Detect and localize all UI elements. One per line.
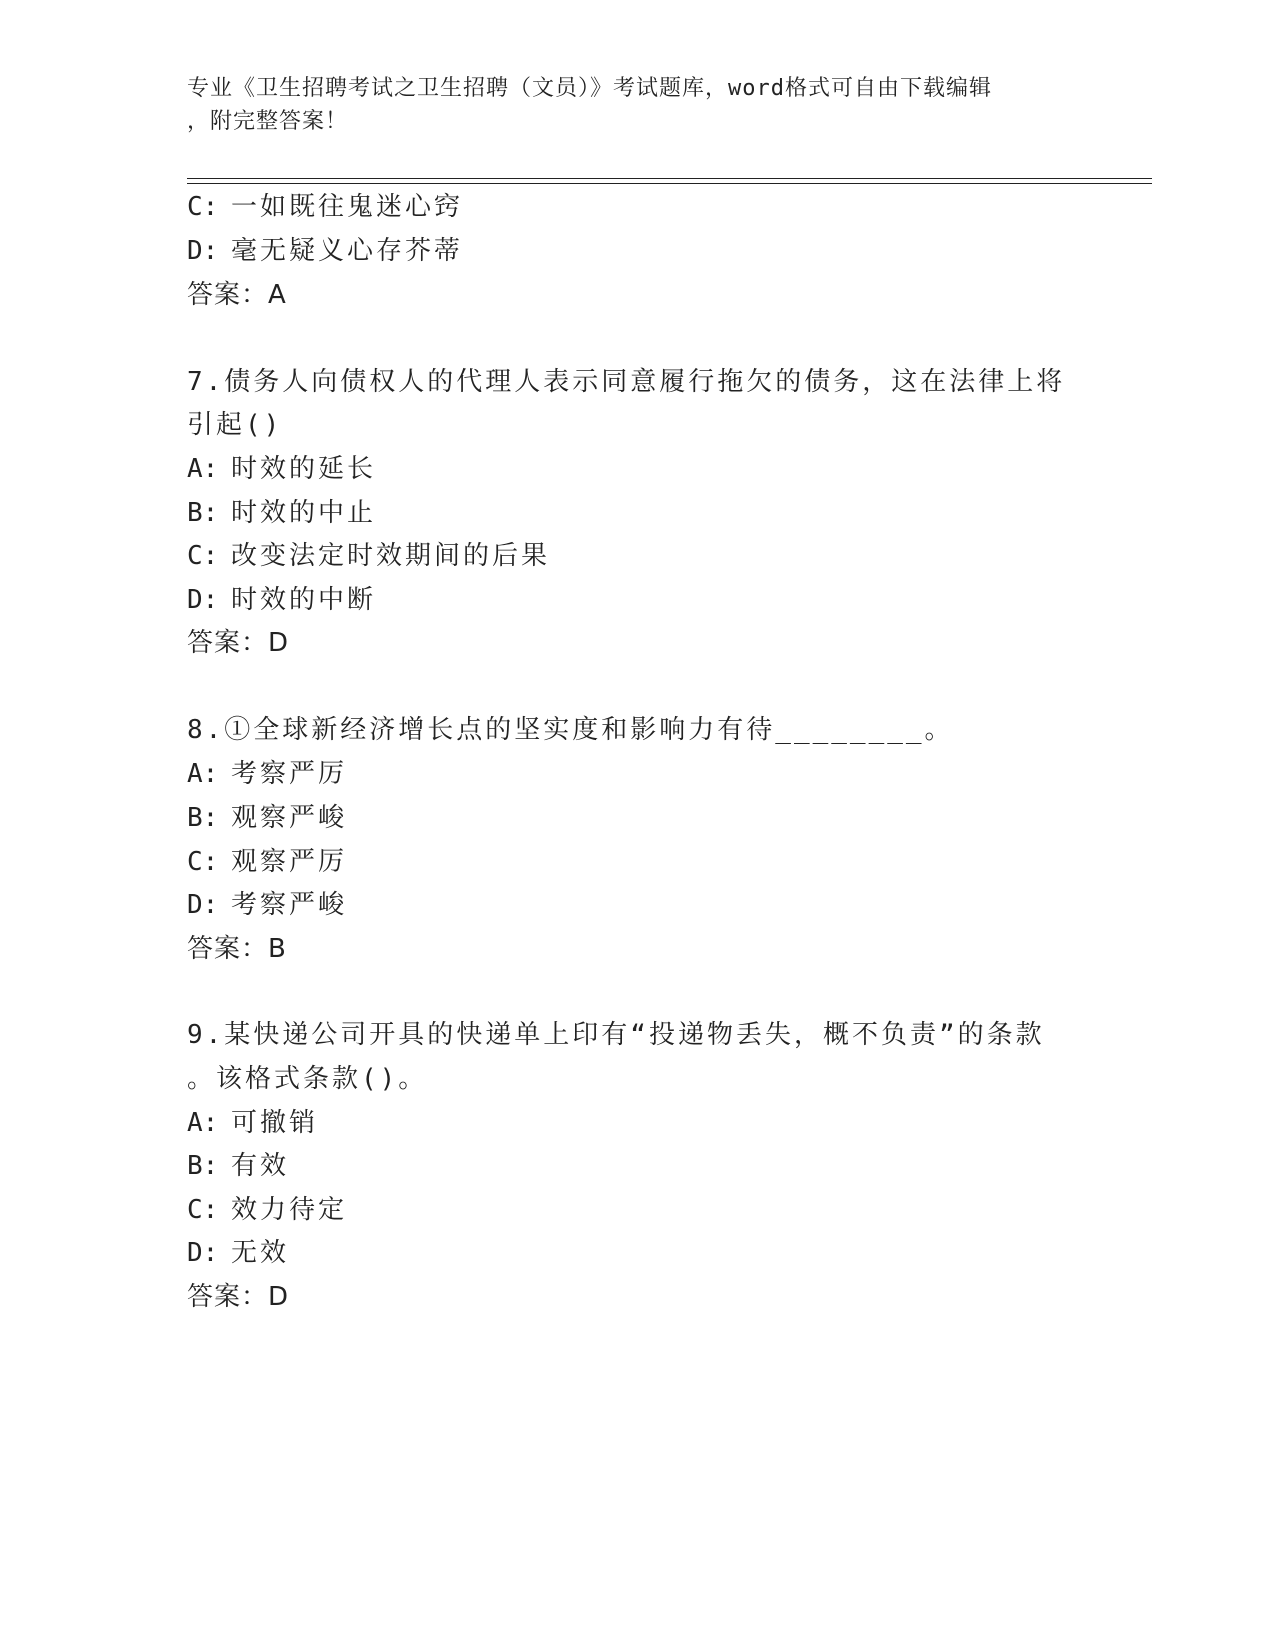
q7-option-d: D: 时效的中断 <box>187 585 377 615</box>
q8-answer: 答案：B <box>187 934 287 964</box>
q7-stem-line2: 引起() <box>187 410 283 440</box>
q6-option-c: C: 一如既往鬼迷心窍 <box>187 192 464 222</box>
q8-option-b: B: 观察严峻 <box>187 803 348 833</box>
q9-stem-line2: 。该格式条款()。 <box>187 1064 428 1094</box>
q6-option-d: D: 毫无疑义心存芥蒂 <box>187 236 464 266</box>
q7-stem-line1: 7.债务人向债权人的代理人表示同意履行拖欠的债务，这在法律上将 <box>187 367 1066 397</box>
q9-option-c: C: 效力待定 <box>187 1195 348 1225</box>
header-divider-top <box>187 178 1152 179</box>
q9-option-b: B: 有效 <box>187 1151 290 1181</box>
q8-option-c: C: 观察严厉 <box>187 847 348 877</box>
q9-option-d: D: 无效 <box>187 1238 290 1268</box>
q7-option-b: B: 时效的中止 <box>187 498 377 528</box>
q6-answer: 答案：A <box>187 280 287 310</box>
q8-stem-line1: 8.①全球新经济增长点的坚实度和影响力有待________。 <box>187 715 954 745</box>
q9-answer: 答案：D <box>187 1282 290 1312</box>
q9-option-a: A: 可撤销 <box>187 1108 319 1138</box>
q7-answer: 答案：D <box>187 628 290 658</box>
document-header: 专业《卫生招聘考试之卫生招聘（文员）》考试题库，word格式可自由下载编辑 ，附完整答案！ <box>187 76 992 134</box>
q8-option-d: D: 考察严峻 <box>187 890 348 920</box>
q7-option-a: A: 时效的延长 <box>187 454 377 484</box>
q9-stem-line1: 9.某快递公司开具的快递单上印有“投递物丢失，概不负责”的条款 <box>187 1020 1045 1050</box>
header-divider-bottom <box>187 183 1152 184</box>
q7-option-c: C: 改变法定时效期间的后果 <box>187 541 551 571</box>
q8-option-a: A: 考察严厉 <box>187 759 348 789</box>
